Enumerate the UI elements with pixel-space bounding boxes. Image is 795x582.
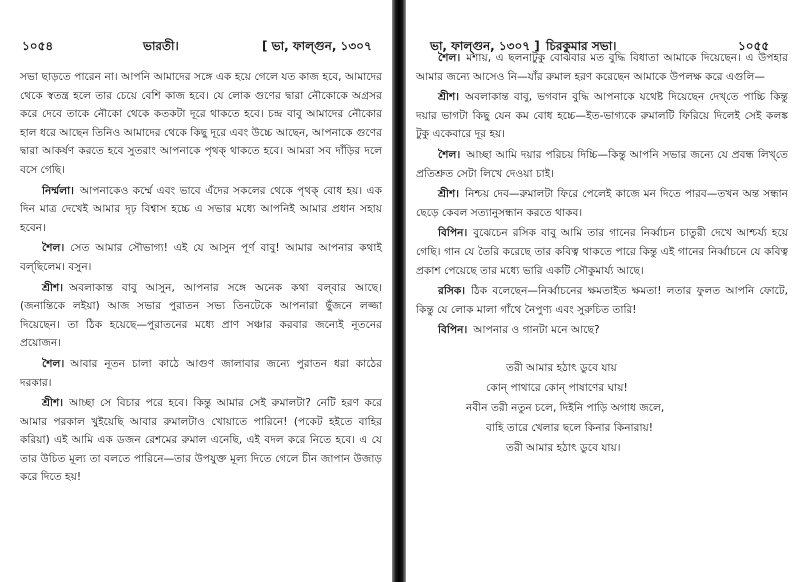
speaker-name: শ্রীশ। [42,397,64,410]
paragraph [20,394,382,487]
paragraph [20,68,382,180]
paragraph-text: আচ্ছা সে বিচার পরে হবে। কিন্তু আমার সেই রুমালটা? নেটি হরণ করে আমার পরকাল খুইয়েছি আবার রুমালটাও খোয়াতে পারিনে! (পকেট হইতে বাহির করিয়া) এই আমি এক ডজন রেশমের রুমাল এনেছি, এই বদল করে নিতে হবে। এ যে তার উচিত মূল্য তা বলতে পারিনে—তার উপযুক্ত মূল্য দিতে গেলে চীন জাপান উজাড় করে দিতে হয়! [20,397,382,484]
paragraph-text: সেত আমার সৌভাগ্য! এই যে আসুন পূর্ণ বাবু! আমার আপনার কথাই বল্‌ছিলেম। বসুন। [20,242,382,273]
paragraph [20,182,382,238]
journal-title: ভারতী। [143,39,179,53]
verse-line: বাহি তারে খেলার ছলে কিনার কিনারায়! [486,421,654,434]
paragraph-text: বুঝেচেন রসিক বাবু আমি তার গানের নির্ব্বাচন চাতুরী দেখে আশ্চর্য্য হয়ে গেছি। গান যে তৈরি করেছে তার কবিত্ব থাকতে পারে কিন্তু এই গানের নির্ব্বাচনে যে কবিত্ব প্রকাশ পেয়েছে তার মধ্যে ভারি একটি সৌকুমার্য্য আছে। [416,227,788,277]
paragraph [20,355,382,392]
paragraph [416,88,788,144]
right-page [406,0,795,582]
paragraph-text: নিশ্চয় দেব—রুমালটা ফিরে পেলেই কাজে মন দিতে পারব—তখন অন্ত সন্ধান ছেড়ে কেবল সত্যানুসন্ধান করতে থাকব। [416,188,788,219]
speaker-name: শৈল। [42,242,65,255]
paragraph-text: অবলাকান্ত বাবু আসুন, আপনার সঙ্গে অনেক কথা বল্‌বার আছে। (জনান্তিকে লইয়া) আজ সভার পুরাতন সভ্য তিনটেকে আপনারা ছুঁজনে লজ্জা দিয়েছেন। তা ঠিক হয়েছে—পুরাতনের মধ্যে প্রাণ সঞ্চার করবার জন্যেই নূতনের প্রয়োজন। [20,281,382,350]
right-body-text [416,49,788,458]
book-gutter [392,0,406,582]
speaker-name: বিপিন। [438,324,468,337]
paragraph [416,49,788,86]
paragraph-text: সভা ছাড়তে পারেন না। আপনি আমাদের সঙ্গে এক হয়ে গেলে যত কাজ হবে, আমাদের থেকে স্বতন্ত্র হলে তার চেয়ে বেশি কাজ হবে। যে লোক গুণের দ্বারা নৌকোকে অগ্রসর করে দেবে তাকে নৌকো থেকে কতকটা দূরে থাকতে হবে। চন্দ্র বাবু আমাদের নৌকোর হাল ধরে আছেন তিনিও আমাদের থেকে কিছু দূরে এবং উচ্চে আছেন, আপনাকে গুণের দ্বারা আকর্ষণ করতে হবে সুতরাং আপনাকে পৃথক্ থাকতে হবে। আমরা সব দাঁড়ির দলে বসে গেছি। [20,71,382,176]
verse-line: কোন্‌ পাথারে কোন্‌ পাষাণের ঘায়! [486,381,628,394]
song-verse [416,358,788,458]
speaker-name: শ্রীশ। [438,188,460,201]
paragraph-text: আচ্ছা আমি দয়ার পরিচয় দিচ্চি—কিন্তু আপনি সভার জন্যে যে প্রবন্ধ লিখ্‌তে প্রতিশ্রুত সেটা লিখে দেওয়া চাই। [416,148,788,180]
paragraph-text: আবার নূতন চালা কাঠে আগুণ জালাবার জন্যে পুরাতন ধরা কাঠের দরকার। [20,357,382,389]
issue-date: ভা, ফাল্গুন, ১৩০৭ ] [430,39,540,53]
paragraph-text: ঠিক বলেছেন—নির্ব্বাচনের ক্ষমতাইত ক্ষমতা! লতার ফুলত আপনি ফোটে, কিন্তু যে লোক মালা গাঁথে নৈপুণ্য এবং সুরুচিত তারি! [416,285,788,316]
running-title: চিরকুমার সভা। [546,39,617,53]
paragraph [416,282,788,319]
paragraph [416,185,788,222]
issue-date: [ ভা, ফাল্গুন, ১৩০৭ [262,39,372,53]
verse-line: তরী আমার হঠাৎ ডুবে যায় [506,361,617,374]
page-number: ১০৫৫ [738,39,770,53]
left-body-text [20,68,382,489]
verse-line: তরী আমার হঠাৎ ডুবে যায়। [506,441,621,454]
left-page [0,0,392,582]
paragraph-text: মশায়, এ ছলনাটুকু বোঝবার মত বুদ্ধি বিধাতা আমাকে দিয়েছেন। এ উপহার আমার জন্যে আসেও নি—যাঁর রুমাল হরণ করেছেন আমাকে উপলক্ষ করে এগুলি— [416,52,788,83]
page-number: ১০৫৪ [22,39,54,53]
speaker-name: শৈল। [438,52,461,64]
paragraph [416,321,788,340]
paragraph-text: আপনাকেও কর্ম্মে এবং ভাবে এঁদের সকলের থেকে পৃথক্ বোধ হয়। এক দিন মাত্র দেখেই আমার দৃঢ় বিশ্বাস হচ্চে এ সভার মধ্যে আপনিই আমার প্রধান সহায় হবেন। [20,184,382,234]
verse-line: নবীন তরী নতুন চলে, দিইনি পাড়ি অগাধ জলে, [466,401,665,414]
speaker-name: শৈল। [42,357,65,370]
speaker-name: শৈল। [438,148,461,161]
paragraph [416,146,788,183]
paragraph-text: অবলাকান্ত বাবু, ভগবান বুদ্ধি আপনাকে যথেষ্ট দিয়েছেন দেখ্‌তে পাচ্চি কিন্তু দয়ার ভাগটা কিছু যেন কম বোধ হচ্চে—ইত-ভাগ্যকে রুমালটি ফিরিয়ে দিলেই সেই কলঙ্ক টুকু একেবারে দূর হয়। [416,91,788,141]
paragraph [20,239,382,276]
paragraph [20,279,382,353]
speaker-name: রসিক। [438,285,466,298]
paragraph-text: আপনার ও গানটা মনে আছে? [473,324,600,337]
paragraph [416,224,788,280]
speaker-name: নির্ম্মলা। [42,184,74,197]
speaker-name: শ্রীশ। [438,91,460,104]
speaker-name: শ্রীশ। [42,281,64,294]
speaker-name: বিপিন। [438,227,468,240]
